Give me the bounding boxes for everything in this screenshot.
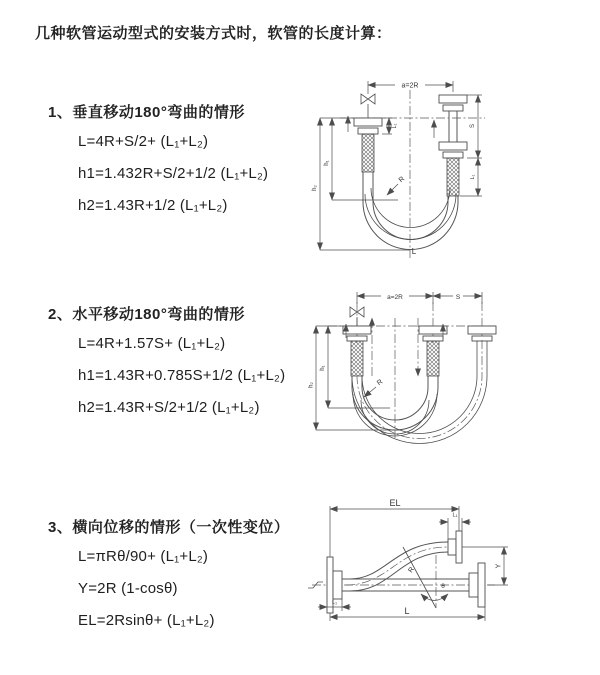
flange <box>343 326 371 334</box>
braided-hose <box>447 158 459 196</box>
flange <box>469 573 478 597</box>
section-2-heading: 2、水平移动180°弯曲的情形 <box>48 306 245 323</box>
section-3-formula-L: L=πRθ/90+ (L₁+L₂) <box>78 548 209 565</box>
flange <box>358 128 378 134</box>
flange <box>354 118 382 126</box>
angle-arrow <box>421 594 448 601</box>
section-2-formula-h2: h2=1.43R+S/2+1/2 (L₁+L₂) <box>78 399 260 416</box>
hose-curved <box>350 542 448 579</box>
page-title: 几种软管运动型式的安装方式时，软管的长度计算： <box>35 25 392 42</box>
dim-label-h2: h₂ <box>312 185 318 191</box>
flange <box>478 563 485 607</box>
dim-label-h1: h₁ <box>324 160 330 166</box>
dim-label-s: S <box>470 123 476 129</box>
section-3-heading: 3、横向位移的情形（一次性变位） <box>48 519 290 536</box>
section-1-formula-L: L=4R+S/2+ (L₁+L₂) <box>78 133 209 150</box>
section-3-formula-Y: Y=2R (1-cosθ) <box>78 580 178 597</box>
dim-label-l1-top: L₁ <box>452 512 458 519</box>
dim-label-h2: h₂ <box>308 382 315 388</box>
section-1-formula-h2: h2=1.43R+1/2 (L₁+L₂) <box>78 197 228 214</box>
hose-arc <box>365 194 456 240</box>
radius-label: R <box>397 175 407 185</box>
dim-label-l1-left: L₁ <box>332 600 337 606</box>
flange <box>448 539 456 555</box>
radius-label: R <box>376 378 385 388</box>
radius-line <box>403 547 436 608</box>
length-label: L <box>411 247 417 256</box>
flange <box>423 336 443 341</box>
braided-hose <box>427 341 439 376</box>
flange <box>468 326 496 334</box>
dim-label-y: Y <box>495 563 503 569</box>
section-2-formula-L: L=4R+1.57S+ (L₁+L₂) <box>78 335 226 352</box>
diagram-vertical-180 <box>310 68 590 263</box>
radius-label: R <box>407 566 417 575</box>
dim-label-a2r: a=2R <box>387 293 403 301</box>
hose-arc <box>371 188 450 228</box>
flange <box>456 531 462 563</box>
diagram-horizontal-180 <box>310 288 595 458</box>
flange <box>439 95 467 103</box>
dim-label-el: EL <box>389 498 401 508</box>
dim-label-s: S <box>455 293 461 301</box>
flange <box>347 336 367 341</box>
dim-label-h1: h₁ <box>320 365 326 371</box>
flange <box>443 105 463 111</box>
section-3-formula-EL: EL=2Rsinθ+ (L₁+L₂) <box>78 612 215 629</box>
dim-label-a2r: a=2R <box>401 82 419 90</box>
diagram-lateral-displacement <box>300 495 600 655</box>
dim-label-l1-left: L₁ <box>392 123 398 129</box>
dim-label-l: L <box>404 606 410 616</box>
angle-label: θ <box>441 583 445 590</box>
dim-label-l1-right: L₁ <box>470 174 476 180</box>
flange <box>443 152 463 158</box>
section-2-formula-h1: h1=1.43R+0.785S+1/2 (L₁+L₂) <box>78 367 286 384</box>
braided-hose <box>351 341 363 376</box>
flange <box>333 571 342 599</box>
section-1-formula-h1: h1=1.432R+S/2+1/2 (L₁+L₂) <box>78 165 269 182</box>
hose-arc <box>373 202 448 240</box>
braided-hose <box>362 134 374 172</box>
flange <box>439 142 467 150</box>
valve-icon <box>361 94 375 118</box>
section-1-heading: 1、垂直移动180°弯曲的情形 <box>48 104 245 121</box>
